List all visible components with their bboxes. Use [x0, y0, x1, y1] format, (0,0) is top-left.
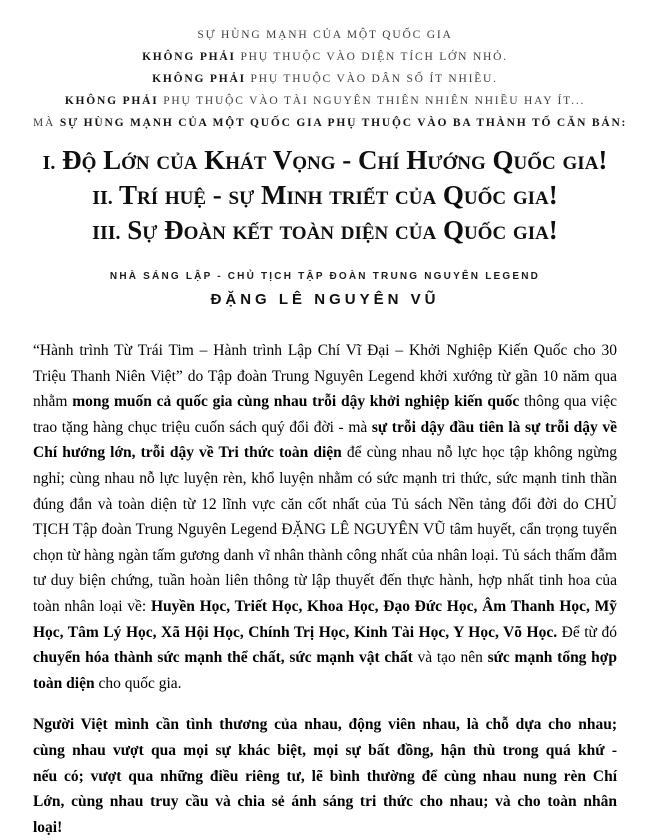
preamble-item-3-bold: KHÔNG PHẢI [64, 95, 159, 107]
heading-3-numeral: III. [92, 222, 121, 244]
preamble-item-3 [33, 90, 617, 112]
signature-block [33, 271, 617, 308]
preamble-item-2-rest: PHỤ THUỘC VÀO DÂN SỐ ÍT NHIỀU. [245, 73, 498, 85]
preamble-item-1-bold: KHÔNG PHẢI [142, 51, 236, 63]
body-paragraph-1: “Hành trình Từ Trái Tim – Hành trình Lập Chí Vĩ Đại – Khởi Nghiệp Kiến Quốc cho 30 Triệu Thanh Niên Việt” do Tập đoàn Trung Nguyên Legend khởi xướng từ gần 10 năm qua nhằm mong muốn cả quốc gia cùng nhau trỗi dậy khởi nghiệp kiến quốc thông qua việc trao tặng hàng chục triệu cuốn sách quý đổi đời - mà sự trỗi dậy đầu tiên là sự trỗi dậy về Chí hướng lớn, trỗi dậy về Tri thức toàn diện để cùng nhau nỗ lực học tập không ngừng nghỉ; cùng nhau nỗ lực luyện rèn, khổ luyện nhằm có sức mạnh tri thức, sức mạnh tinh thần đúng đắn và toàn diện từ 12 lĩnh vực căn cốt nhất của Tủ sách Nền tảng đổi đời do CHỦ TỊCH Tập đoàn Trung Nguyên Legend ĐẶNG LÊ NGUYÊN VŨ tâm huyết, cẩn trọng tuyển chọn từ hàng ngàn tấm gương danh vĩ nhân thành công nhất của nhân loại. Tủ sách thấm đẫm tư duy biện chứng, tuần hoàn liên thông từ lập thuyết đến thực hành, hợp nhất tinh hoa của toàn nhân loại về: Huyền Học, Triết Học, Khoa Học, Đạo Đức Học, Âm Thanh Học, Mỹ Học, Tâm Lý Học, Xã Hội Học, Chính Trị Học, Kinh Tài Học, Y Học, Võ Học. Để từ đó chuyển hóa thành sức mạnh thể chất, sức mạnh vật chất và tạo nên sức mạnh tổng hợp toàn diện cho quốc gia. [33, 342, 618, 692]
heading-3 [33, 214, 617, 249]
preamble-item-1-rest: PHỤ THUỘC VÀO DIỆN TÍCH LỚN NHỎ. [235, 51, 508, 63]
author-role: NHÀ SÁNG LẬP - CHỦ TỊCH TẬP ĐOÀN TRUNG NGUYÊN LEGEND [109, 271, 541, 282]
heading-1 [33, 144, 617, 179]
heading-1-text: Độ Lớn của Khát Vọng - Chí Hướng Quốc gia! [55, 145, 608, 175]
author-name: ĐẶNG LÊ NGUYÊN VŨ [210, 291, 440, 308]
main-headings [33, 144, 617, 249]
preamble-title [33, 24, 617, 46]
preamble-item-2 [33, 68, 617, 90]
heading-3-text: Sự Đoàn kết toàn diện của Quốc gia! [120, 215, 558, 245]
preamble-title-text: SỰ HÙNG MẠNH CỦA MỘT QUỐC GIA [197, 29, 453, 41]
preamble-conclusion-bold: SỰ HÙNG MẠNH CỦA MỘT QUỐC GIA PHỤ THUỘC VÀO BA THÀNH TỐ CĂN BẢN: [59, 117, 628, 129]
heading-2 [33, 179, 617, 214]
preamble-item-3-rest: PHỤ THUỘC VÀO TÀI NGUYÊN THIÊN NHIÊN NHIỀU HAY ÍT... [158, 95, 586, 107]
body-text [33, 338, 617, 840]
preamble [33, 24, 628, 134]
preamble-item-2-bold: KHÔNG PHẢI [152, 73, 246, 85]
body-paragraph-2: Người Việt mình cần tình thương của nhau, động viên nhau, là chỗ dựa cho nhau; cùng nhau vượt qua mọi sự khác biệt, mọi sự bất đồng, hận thù trong quá khứ - nếu có; vượt qua những điều riêng tư, lẽ bình thường để cùng nhau nung rèn Chí Lớn, cùng nhau truy cầu và chia sẻ ánh sáng tri thức cho nhau; và cho toàn nhân loại! [33, 716, 617, 836]
preamble-conclusion [33, 112, 628, 134]
heading-1-numeral: I. [42, 152, 56, 174]
heading-2-text: Trí huệ - sự Minh triết của Quốc gia! [112, 180, 558, 210]
preamble-item-1 [33, 46, 617, 68]
heading-2-numeral: II. [92, 187, 113, 209]
preamble-conclusion-prefix: MÀ [33, 117, 60, 129]
